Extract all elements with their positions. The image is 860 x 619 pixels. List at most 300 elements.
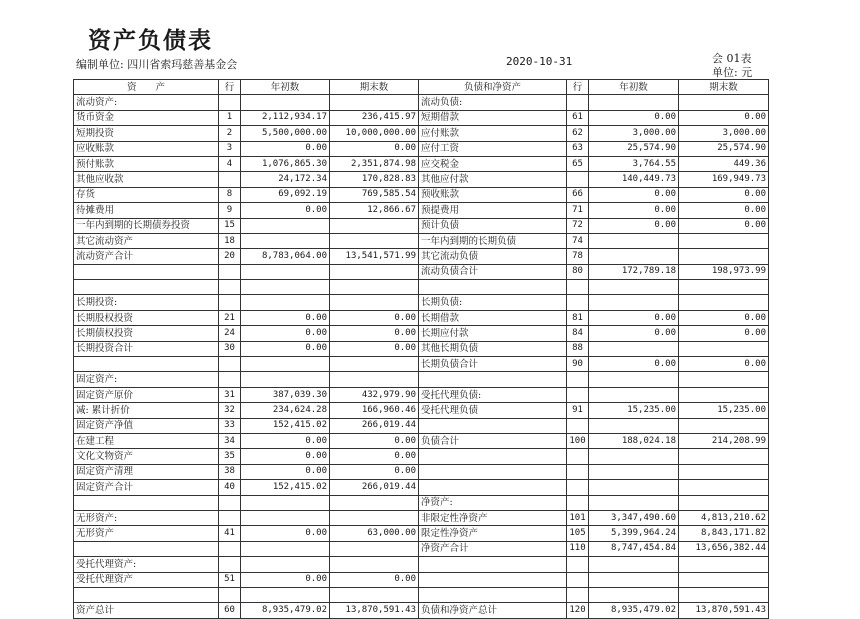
asset-name-cell: 长期投资: — [74, 295, 219, 310]
liability-begin-cell: 8,935,479.02 — [589, 603, 679, 618]
asset-name-cell: 其他应收款 — [74, 172, 219, 187]
liability-begin-cell: 0.00 — [589, 187, 679, 202]
asset-line-cell — [219, 95, 241, 110]
asset-end-cell: 10,000,000.00 — [330, 126, 419, 141]
liability-name-cell — [419, 372, 567, 387]
liability-end-cell: 0.00 — [679, 110, 769, 125]
asset-line-cell: 20 — [219, 249, 241, 264]
liability-line-cell — [567, 295, 589, 310]
asset-line-cell: 24 — [219, 326, 241, 341]
liability-begin-cell — [589, 449, 679, 464]
asset-end-cell: 0.00 — [330, 341, 419, 356]
asset-line-cell: 18 — [219, 233, 241, 248]
liability-name-cell: 限定性净资产 — [419, 526, 567, 541]
liability-line-cell: 71 — [567, 203, 589, 218]
liability-end-cell — [679, 341, 769, 356]
asset-name-cell: 文化文物资产 — [74, 449, 219, 464]
liability-begin-cell: 5,399,964.24 — [589, 526, 679, 541]
asset-end-cell — [330, 357, 419, 372]
liability-end-cell: 13,656,382.44 — [679, 541, 769, 556]
asset-line-cell: 3 — [219, 141, 241, 156]
liability-begin-cell — [589, 233, 679, 248]
asset-end-cell: 13,870,591.43 — [330, 603, 419, 618]
asset-name-cell: 无形资产: — [74, 510, 219, 525]
table-row — [74, 449, 769, 464]
liability-line-cell — [567, 480, 589, 495]
asset-line-cell: 35 — [219, 449, 241, 464]
liability-name-cell: 长期应付款 — [419, 326, 567, 341]
liability-name-cell: 负债和净资产总计 — [419, 603, 567, 618]
liability-line-cell: 63 — [567, 141, 589, 156]
table-row — [74, 403, 769, 418]
asset-begin-cell: 0.00 — [241, 433, 330, 448]
liability-line-cell: 74 — [567, 233, 589, 248]
table-row — [74, 310, 769, 325]
liability-line-cell: 84 — [567, 326, 589, 341]
liability-begin-cell: 8,747,454.84 — [589, 541, 679, 556]
liability-end-cell — [679, 387, 769, 402]
table-row — [74, 433, 769, 448]
liability-begin-cell — [589, 572, 679, 587]
asset-end-cell — [330, 280, 419, 295]
asset-line-cell: 15 — [219, 218, 241, 233]
liability-end-cell: 8,843,171.82 — [679, 526, 769, 541]
asset-begin-cell: 5,500,000.00 — [241, 126, 330, 141]
liability-line-cell: 61 — [567, 110, 589, 125]
liability-begin-cell — [589, 95, 679, 110]
table-row — [74, 495, 769, 510]
table-row — [74, 526, 769, 541]
liability-line-cell: 105 — [567, 526, 589, 541]
asset-line-cell — [219, 495, 241, 510]
asset-name-cell: 固定资产净值 — [74, 418, 219, 433]
asset-begin-cell: 0.00 — [241, 326, 330, 341]
asset-name-cell: 在建工程 — [74, 433, 219, 448]
liability-line-cell — [567, 572, 589, 587]
liability-name-cell: 预计负债 — [419, 218, 567, 233]
liability-end-cell: 15,235.00 — [679, 403, 769, 418]
liability-begin-cell: 3,000.00 — [589, 126, 679, 141]
asset-end-cell: 0.00 — [330, 464, 419, 479]
table-row — [74, 249, 769, 264]
liability-name-cell — [419, 572, 567, 587]
asset-begin-cell: 0.00 — [241, 526, 330, 541]
asset-begin-cell: 0.00 — [241, 203, 330, 218]
liability-begin-cell — [589, 249, 679, 264]
table-row — [74, 587, 769, 602]
liability-end-cell — [679, 249, 769, 264]
asset-line-cell — [219, 280, 241, 295]
liability-name-cell: 非限定性净资产 — [419, 510, 567, 525]
liability-line-cell — [567, 372, 589, 387]
asset-end-cell: 0.00 — [330, 433, 419, 448]
liability-begin-cell: 0.00 — [589, 203, 679, 218]
liability-name-cell: 一年内到期的长期负债 — [419, 233, 567, 248]
liability-line-cell: 88 — [567, 341, 589, 356]
liability-name-cell: 短期借款 — [419, 110, 567, 125]
asset-line-cell — [219, 541, 241, 556]
liability-begin-cell: 25,574.90 — [589, 141, 679, 156]
liability-begin-cell — [589, 587, 679, 602]
liability-name-cell: 流动负债: — [419, 95, 567, 110]
asset-name-cell — [74, 541, 219, 556]
asset-name-cell — [74, 495, 219, 510]
liability-line-cell — [567, 495, 589, 510]
liability-line-cell: 65 — [567, 156, 589, 171]
liability-end-cell — [679, 587, 769, 602]
asset-end-cell — [330, 557, 419, 572]
asset-line-cell: 21 — [219, 310, 241, 325]
liability-end-cell — [679, 418, 769, 433]
asset-end-cell: 236,415.97 — [330, 110, 419, 125]
asset-name-cell: 固定资产: — [74, 372, 219, 387]
liability-begin-cell: 3,764.55 — [589, 156, 679, 171]
table-row — [74, 218, 769, 233]
reporting-organization: 编制单位: 四川省索玛慈善基金会 — [76, 58, 238, 71]
col-header-line-2: 行 — [567, 80, 589, 95]
liability-end-cell — [679, 572, 769, 587]
liability-name-cell: 受托代理负债 — [419, 403, 567, 418]
asset-begin-cell: 234,624.28 — [241, 403, 330, 418]
asset-line-cell — [219, 295, 241, 310]
liability-line-cell: 81 — [567, 310, 589, 325]
asset-end-cell — [330, 541, 419, 556]
liability-end-cell: 0.00 — [679, 203, 769, 218]
liability-name-cell — [419, 449, 567, 464]
asset-name-cell: 固定资产清理 — [74, 464, 219, 479]
asset-begin-cell — [241, 95, 330, 110]
asset-line-cell: 60 — [219, 603, 241, 618]
liability-begin-cell: 0.00 — [589, 326, 679, 341]
table-row — [74, 418, 769, 433]
liability-name-cell — [419, 557, 567, 572]
asset-begin-cell: 69,092.19 — [241, 187, 330, 202]
liability-end-cell: 25,574.90 — [679, 141, 769, 156]
asset-name-cell: 受托代理资产 — [74, 572, 219, 587]
asset-name-cell: 固定资产原价 — [74, 387, 219, 402]
liability-begin-cell: 0.00 — [589, 218, 679, 233]
asset-line-cell: 1 — [219, 110, 241, 125]
table-row — [74, 541, 769, 556]
col-header-begin: 年初数 — [241, 80, 330, 95]
asset-end-cell — [330, 372, 419, 387]
liability-end-cell: 0.00 — [679, 357, 769, 372]
asset-end-cell — [330, 95, 419, 110]
liability-end-cell: 4,813,210.62 — [679, 510, 769, 525]
asset-name-cell — [74, 357, 219, 372]
liability-line-cell — [567, 280, 589, 295]
table-body — [74, 95, 769, 618]
table-row — [74, 295, 769, 310]
asset-name-cell: 减: 累计折价 — [74, 403, 219, 418]
liability-end-cell: 0.00 — [679, 218, 769, 233]
report-title: 资产负债表 — [88, 28, 213, 54]
liability-begin-cell: 140,449.73 — [589, 172, 679, 187]
asset-begin-cell — [241, 372, 330, 387]
asset-name-cell: 流动资产: — [74, 95, 219, 110]
liability-begin-cell — [589, 418, 679, 433]
asset-end-cell: 0.00 — [330, 141, 419, 156]
asset-name-cell: 长期投资合计 — [74, 341, 219, 356]
liability-name-cell — [419, 464, 567, 479]
asset-name-cell: 存货 — [74, 187, 219, 202]
liability-line-cell: 90 — [567, 357, 589, 372]
liability-end-cell: 3,000.00 — [679, 126, 769, 141]
table-row — [74, 141, 769, 156]
asset-begin-cell — [241, 495, 330, 510]
liability-name-cell: 长期借款 — [419, 310, 567, 325]
liability-name-cell: 净资产合计 — [419, 541, 567, 556]
asset-name-cell: 资产总计 — [74, 603, 219, 618]
asset-line-cell: 31 — [219, 387, 241, 402]
asset-begin-cell: 387,039.30 — [241, 387, 330, 402]
asset-line-cell: 8 — [219, 187, 241, 202]
liability-begin-cell — [589, 341, 679, 356]
liability-line-cell — [567, 449, 589, 464]
liability-begin-cell: 15,235.00 — [589, 403, 679, 418]
asset-name-cell: 无形资产 — [74, 526, 219, 541]
asset-name-cell — [74, 264, 219, 279]
table-header-row — [74, 80, 769, 95]
table-row — [74, 357, 769, 372]
asset-line-cell — [219, 357, 241, 372]
liability-line-cell — [567, 172, 589, 187]
asset-end-cell: 0.00 — [330, 310, 419, 325]
liability-end-cell — [679, 495, 769, 510]
asset-begin-cell: 8,935,479.02 — [241, 603, 330, 618]
liability-name-cell: 应付账款 — [419, 126, 567, 141]
liability-end-cell — [679, 95, 769, 110]
asset-end-cell — [330, 264, 419, 279]
table-row — [74, 341, 769, 356]
asset-name-cell: 流动资产合计 — [74, 249, 219, 264]
liability-end-cell — [679, 449, 769, 464]
liability-name-cell: 其他长期负债 — [419, 341, 567, 356]
asset-name-cell: 待摊费用 — [74, 203, 219, 218]
liability-begin-cell: 172,789.18 — [589, 264, 679, 279]
table-row — [74, 110, 769, 125]
liability-begin-cell — [589, 464, 679, 479]
asset-end-cell: 266,019.44 — [330, 480, 419, 495]
table-row — [74, 480, 769, 495]
asset-line-cell: 51 — [219, 572, 241, 587]
asset-line-cell: 41 — [219, 526, 241, 541]
col-header-begin-2: 年初数 — [589, 80, 679, 95]
asset-end-cell: 769,585.54 — [330, 187, 419, 202]
asset-name-cell: 一年内到期的长期债券投资 — [74, 218, 219, 233]
liability-end-cell — [679, 372, 769, 387]
liability-begin-cell — [589, 557, 679, 572]
liability-end-cell: 449.36 — [679, 156, 769, 171]
liability-begin-cell: 0.00 — [589, 357, 679, 372]
asset-line-cell — [219, 372, 241, 387]
asset-end-cell: 12,866.67 — [330, 203, 419, 218]
liability-name-cell: 预提费用 — [419, 203, 567, 218]
liability-name-cell: 应交税金 — [419, 156, 567, 171]
asset-begin-cell — [241, 357, 330, 372]
table-row — [74, 572, 769, 587]
col-header-line: 行 — [219, 80, 241, 95]
table-row — [74, 126, 769, 141]
liability-end-cell — [679, 557, 769, 572]
liability-end-cell — [679, 295, 769, 310]
liability-line-cell: 66 — [567, 187, 589, 202]
asset-line-cell: 33 — [219, 418, 241, 433]
balance-sheet-table — [73, 79, 769, 619]
asset-line-cell: 4 — [219, 156, 241, 171]
asset-begin-cell: 24,172.34 — [241, 172, 330, 187]
liability-name-cell — [419, 587, 567, 602]
asset-begin-cell: 152,415.02 — [241, 480, 330, 495]
liability-line-cell: 91 — [567, 403, 589, 418]
asset-begin-cell: 0.00 — [241, 341, 330, 356]
liability-line-cell: 80 — [567, 264, 589, 279]
liability-end-cell — [679, 480, 769, 495]
asset-line-cell — [219, 587, 241, 602]
asset-end-cell — [330, 295, 419, 310]
liability-begin-cell — [589, 295, 679, 310]
asset-name-cell: 受托代理资产: — [74, 557, 219, 572]
asset-name-cell: 长期债权投资 — [74, 326, 219, 341]
liability-begin-cell — [589, 280, 679, 295]
liability-name-cell: 长期负债合计 — [419, 357, 567, 372]
asset-begin-cell: 0.00 — [241, 310, 330, 325]
asset-name-cell: 应收账款 — [74, 141, 219, 156]
asset-end-cell — [330, 495, 419, 510]
asset-line-cell — [219, 510, 241, 525]
table-row — [74, 233, 769, 248]
liability-line-cell: 120 — [567, 603, 589, 618]
liability-end-cell — [679, 464, 769, 479]
liability-begin-cell: 0.00 — [589, 110, 679, 125]
liability-begin-cell — [589, 387, 679, 402]
report-date: 2020-10-31 — [506, 55, 573, 68]
asset-line-cell: 40 — [219, 480, 241, 495]
liability-name-cell — [419, 480, 567, 495]
liability-name-cell: 长期负债: — [419, 295, 567, 310]
table-row — [74, 510, 769, 525]
liability-line-cell: 100 — [567, 433, 589, 448]
asset-name-cell: 其它流动资产 — [74, 233, 219, 248]
asset-end-cell: 0.00 — [330, 449, 419, 464]
liability-line-cell — [567, 418, 589, 433]
asset-end-cell: 0.00 — [330, 326, 419, 341]
liability-name-cell: 应付工资 — [419, 141, 567, 156]
asset-begin-cell — [241, 557, 330, 572]
asset-end-cell: 166,960.46 — [330, 403, 419, 418]
asset-end-cell: 2,351,874.98 — [330, 156, 419, 171]
liability-begin-cell — [589, 372, 679, 387]
asset-name-cell: 固定资产合计 — [74, 480, 219, 495]
asset-begin-cell: 8,783,064.00 — [241, 249, 330, 264]
table-row — [74, 387, 769, 402]
asset-begin-cell — [241, 587, 330, 602]
asset-begin-cell: 0.00 — [241, 464, 330, 479]
asset-end-cell — [330, 233, 419, 248]
liability-name-cell — [419, 280, 567, 295]
liability-line-cell — [567, 587, 589, 602]
asset-begin-cell: 2,112,934.17 — [241, 110, 330, 125]
asset-line-cell: 32 — [219, 403, 241, 418]
asset-line-cell: 9 — [219, 203, 241, 218]
asset-name-cell: 短期投资 — [74, 126, 219, 141]
liability-name-cell: 受托代理负债: — [419, 387, 567, 402]
liability-begin-cell: 188,024.18 — [589, 433, 679, 448]
asset-line-cell — [219, 264, 241, 279]
liability-end-cell: 13,870,591.43 — [679, 603, 769, 618]
liability-end-cell: 169,949.73 — [679, 172, 769, 187]
asset-begin-cell — [241, 218, 330, 233]
liability-end-cell — [679, 233, 769, 248]
asset-line-cell: 2 — [219, 126, 241, 141]
liability-end-cell: 0.00 — [679, 187, 769, 202]
asset-end-cell — [330, 510, 419, 525]
asset-end-cell: 0.00 — [330, 572, 419, 587]
asset-begin-cell: 0.00 — [241, 449, 330, 464]
asset-end-cell: 170,828.83 — [330, 172, 419, 187]
liability-line-cell: 110 — [567, 541, 589, 556]
liability-end-cell: 0.00 — [679, 310, 769, 325]
liability-name-cell: 净资产: — [419, 495, 567, 510]
asset-begin-cell — [241, 264, 330, 279]
table-row — [74, 172, 769, 187]
asset-line-cell: 30 — [219, 341, 241, 356]
asset-name-cell — [74, 587, 219, 602]
asset-name-cell: 货币资金 — [74, 110, 219, 125]
currency-unit: 单位: 元 — [712, 66, 753, 79]
col-header-end: 期末数 — [330, 80, 419, 95]
asset-begin-cell: 1,076,865.30 — [241, 156, 330, 171]
asset-begin-cell: 152,415.02 — [241, 418, 330, 433]
asset-begin-cell: 0.00 — [241, 141, 330, 156]
table-row — [74, 557, 769, 572]
col-header-asset: 资 产 — [74, 80, 219, 95]
asset-begin-cell — [241, 233, 330, 248]
asset-line-cell — [219, 557, 241, 572]
table-row — [74, 203, 769, 218]
liability-line-cell — [567, 557, 589, 572]
liability-name-cell — [419, 418, 567, 433]
table-row — [74, 372, 769, 387]
asset-name-cell — [74, 280, 219, 295]
liability-line-cell: 72 — [567, 218, 589, 233]
asset-end-cell — [330, 218, 419, 233]
asset-begin-cell: 0.00 — [241, 572, 330, 587]
col-header-end-2: 期末数 — [679, 80, 769, 95]
col-header-liabilities: 负债和净资产 — [419, 80, 567, 95]
asset-begin-cell — [241, 280, 330, 295]
asset-line-cell — [219, 172, 241, 187]
table-row — [74, 187, 769, 202]
liability-line-cell — [567, 464, 589, 479]
liability-end-cell — [679, 280, 769, 295]
asset-name-cell: 长期股权投资 — [74, 310, 219, 325]
liability-line-cell: 62 — [567, 126, 589, 141]
table-row — [74, 95, 769, 110]
liability-name-cell: 预收账款 — [419, 187, 567, 202]
liability-name-cell: 流动负债合计 — [419, 264, 567, 279]
table-row — [74, 264, 769, 279]
asset-begin-cell — [241, 541, 330, 556]
liability-name-cell: 其它流动负债 — [419, 249, 567, 264]
asset-end-cell: 63,000.00 — [330, 526, 419, 541]
liability-begin-cell — [589, 480, 679, 495]
form-number: 会 01表 — [712, 52, 752, 65]
table-row — [74, 156, 769, 171]
liability-line-cell — [567, 95, 589, 110]
liability-line-cell: 101 — [567, 510, 589, 525]
liability-end-cell: 214,208.99 — [679, 433, 769, 448]
